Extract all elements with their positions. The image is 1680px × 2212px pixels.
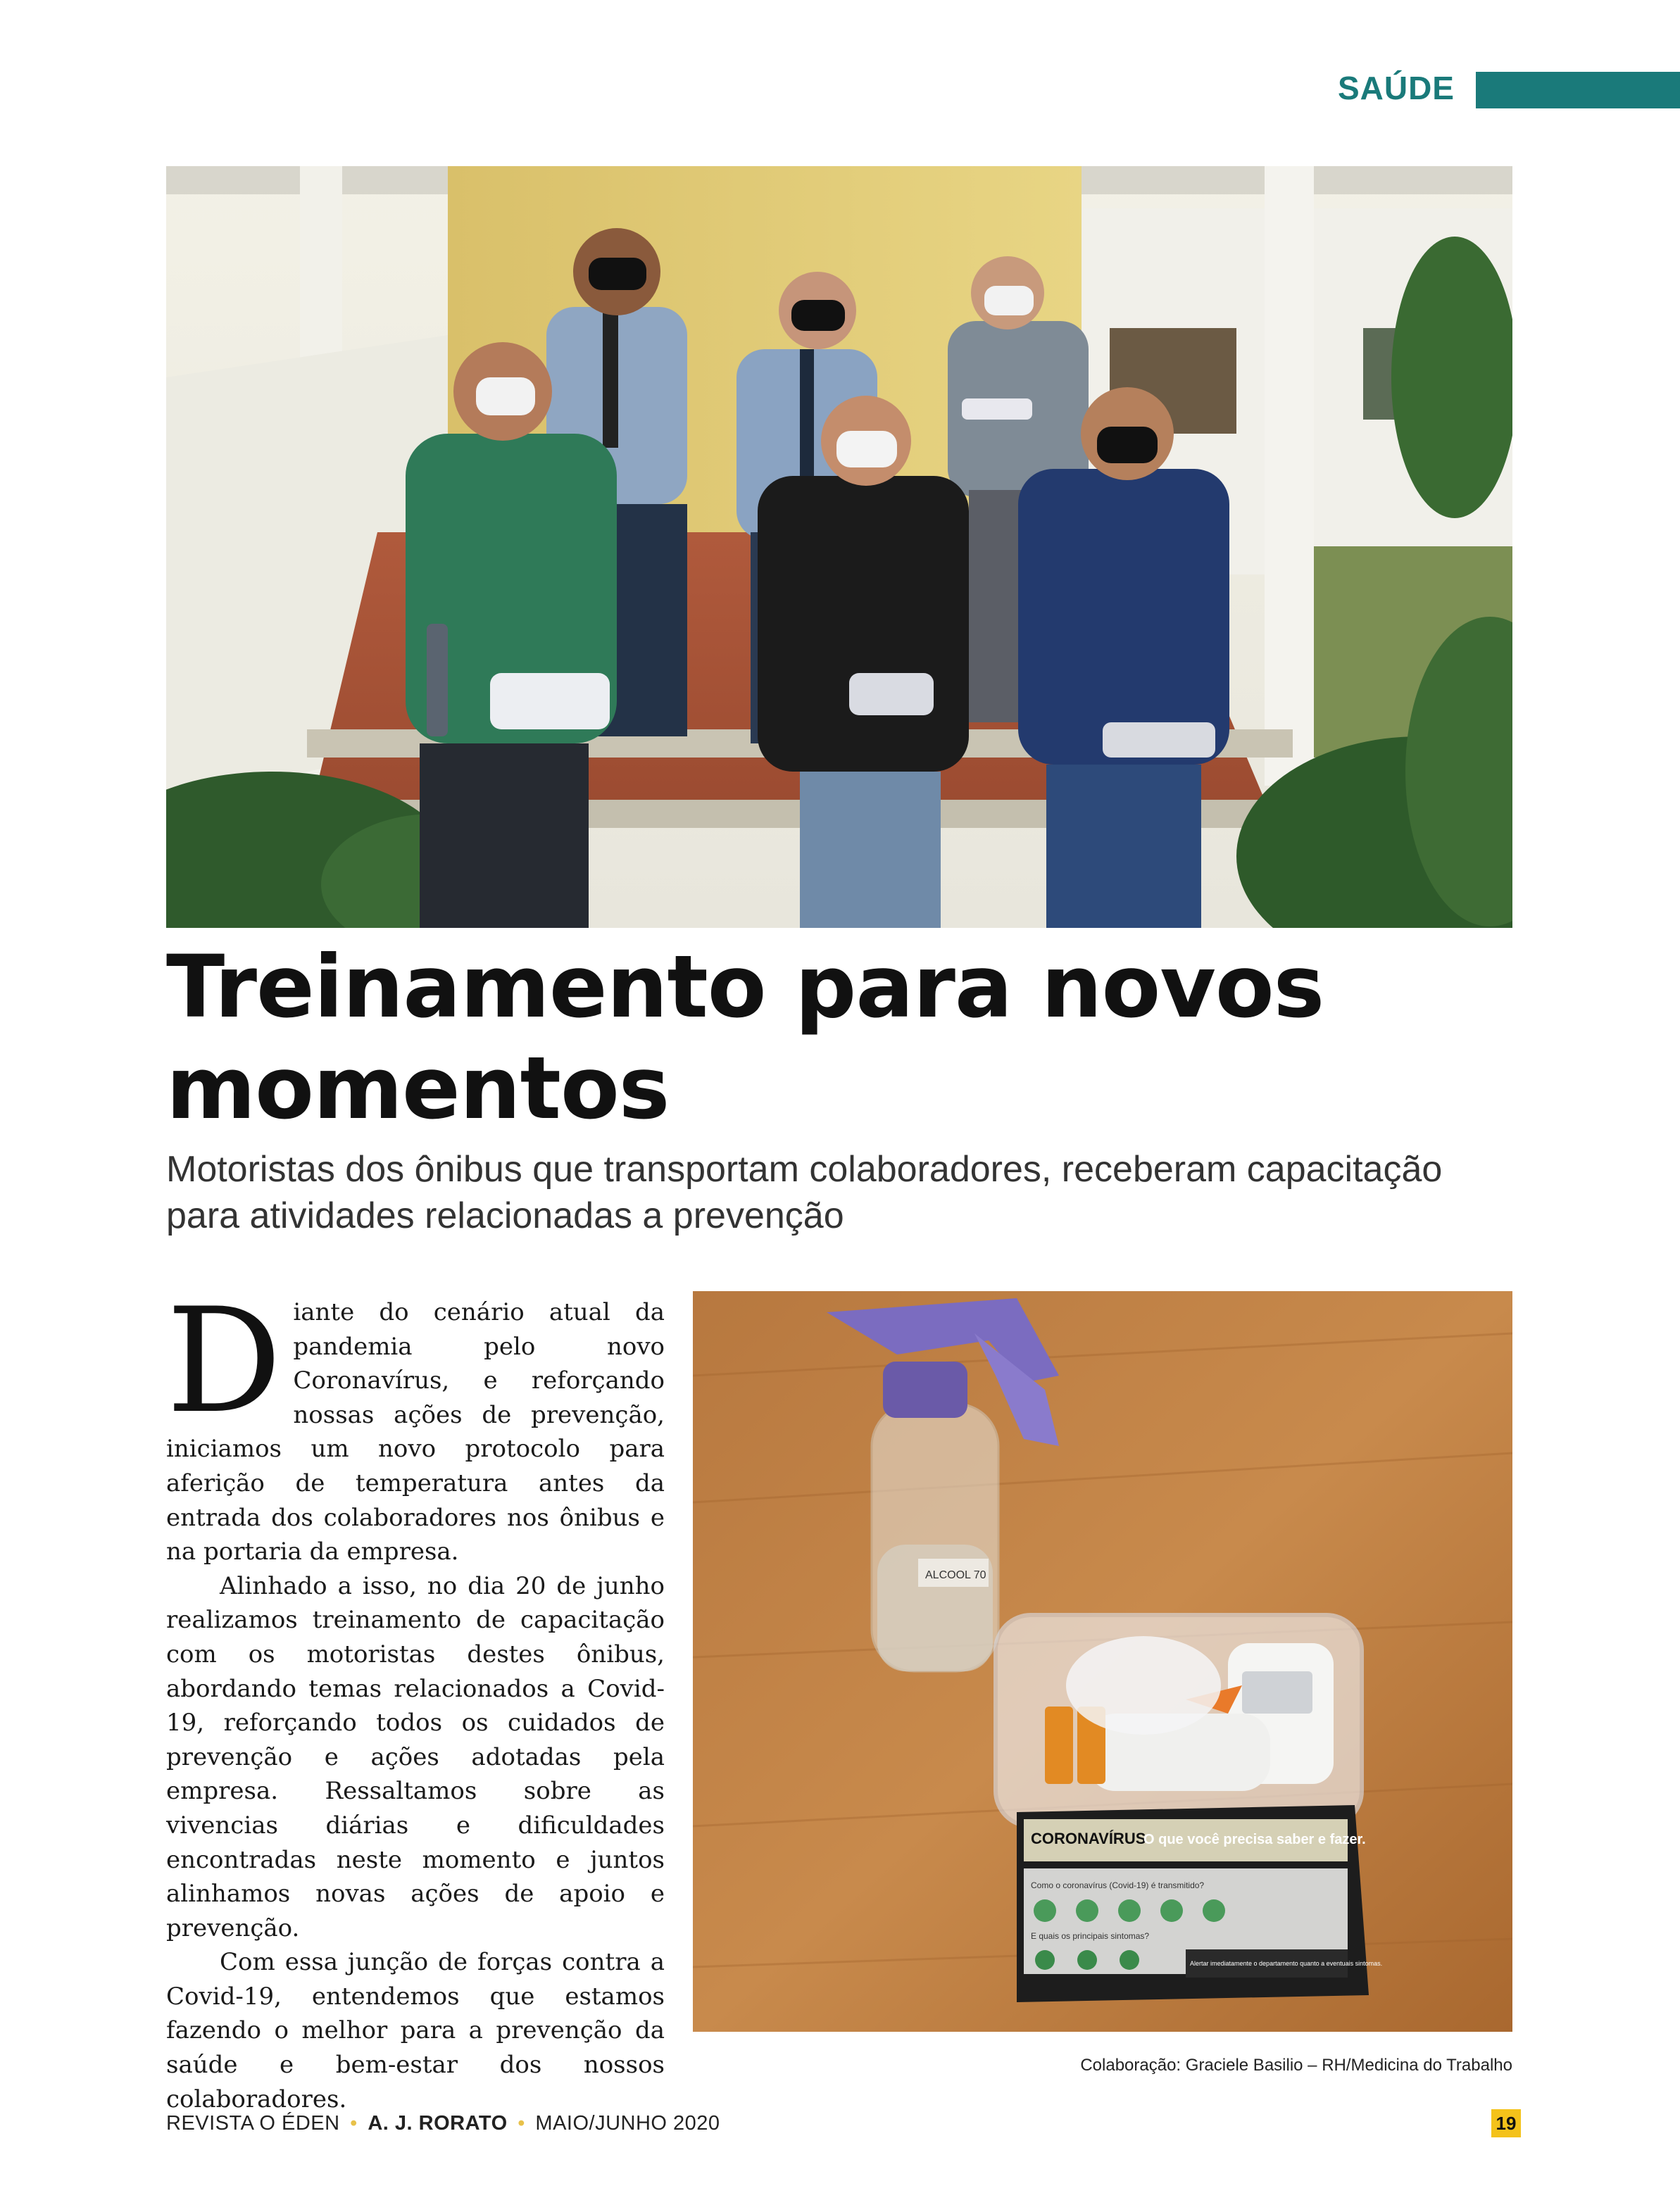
footer-issue: MAIO/JUNHO 2020 [535, 2112, 720, 2135]
paragraph-1 [166, 1278, 665, 1569]
leaflet-headline: O que você precisa saber e fazer. [1143, 1832, 1366, 1847]
paragraph-2: Alinhado a isso, no dia 20 de junho realizamos treinamento de capacitação com os motoristas destes ônibus, abordando temas relacionados a Covid-19, reforçando todos os cuidados de prevenção e ações adotadas pela empresa. Ressaltamos sobre as vivencias diárias e dificuldades encontradas neste momento e juntos alinhamos novas ações de apoio e prevenção. [166, 1571, 665, 1942]
leaflet-note: Alertar imediatamente o departamento quanto a eventuais sintomas. [1190, 1960, 1383, 1967]
leaflet-title: CORONAVÍRUS [1031, 1830, 1146, 1847]
section-label: SAÚDE [1337, 70, 1455, 106]
article-title-line2: momentos [166, 1038, 670, 1138]
photo-credit: Colaboração: Graciele Basilio – RH/Medicina do Trabalho [1080, 2056, 1512, 2075]
drop-cap: D [166, 1278, 282, 1445]
bottle-label: ALCOOL 70 [925, 1569, 986, 1581]
footer-separator: • [350, 2112, 358, 2135]
paragraph-3: Com essa junção de forças contra a Covid-19, entendemos que estamos fazendo o melhor para a prevenção da saúde e bem-estar dos nossos colaboradores. [166, 1948, 665, 2113]
page-number: 19 [1491, 2109, 1521, 2137]
footer-separator: • [518, 2112, 525, 2135]
footer-company: A. J. RORATO [368, 2112, 508, 2135]
paragraph-1-text: iante do cenário atual da pandemia pelo novo Coronavírus, e reforçando nossas ações de prevenção, iniciamos um novo protocolo para aferição de temperatura antes da entrada dos colaboradores nos ônibus e na portaria da empresa. [166, 1298, 665, 1566]
article-subtitle: Motoristas dos ônibus que transportam colaboradores, receberam capacitação para atividades relacionadas a prevenção [166, 1149, 1443, 1236]
article-title-line1: Treinamento para novos [166, 937, 1324, 1037]
supplies-photo [693, 1291, 1512, 2032]
article-body [166, 1278, 665, 2116]
article-title [166, 936, 1512, 1139]
section-bar [1476, 72, 1680, 108]
leaflet-line2: E quais os principais sintomas? [1031, 1931, 1150, 1941]
main-photo [166, 166, 1512, 928]
footer [166, 2112, 720, 2135]
leaflet-line1: Como o coronavírus (Covid-19) é transmitido? [1031, 1880, 1205, 1890]
footer-magazine: REVISTA O ÉDEN [166, 2112, 340, 2135]
